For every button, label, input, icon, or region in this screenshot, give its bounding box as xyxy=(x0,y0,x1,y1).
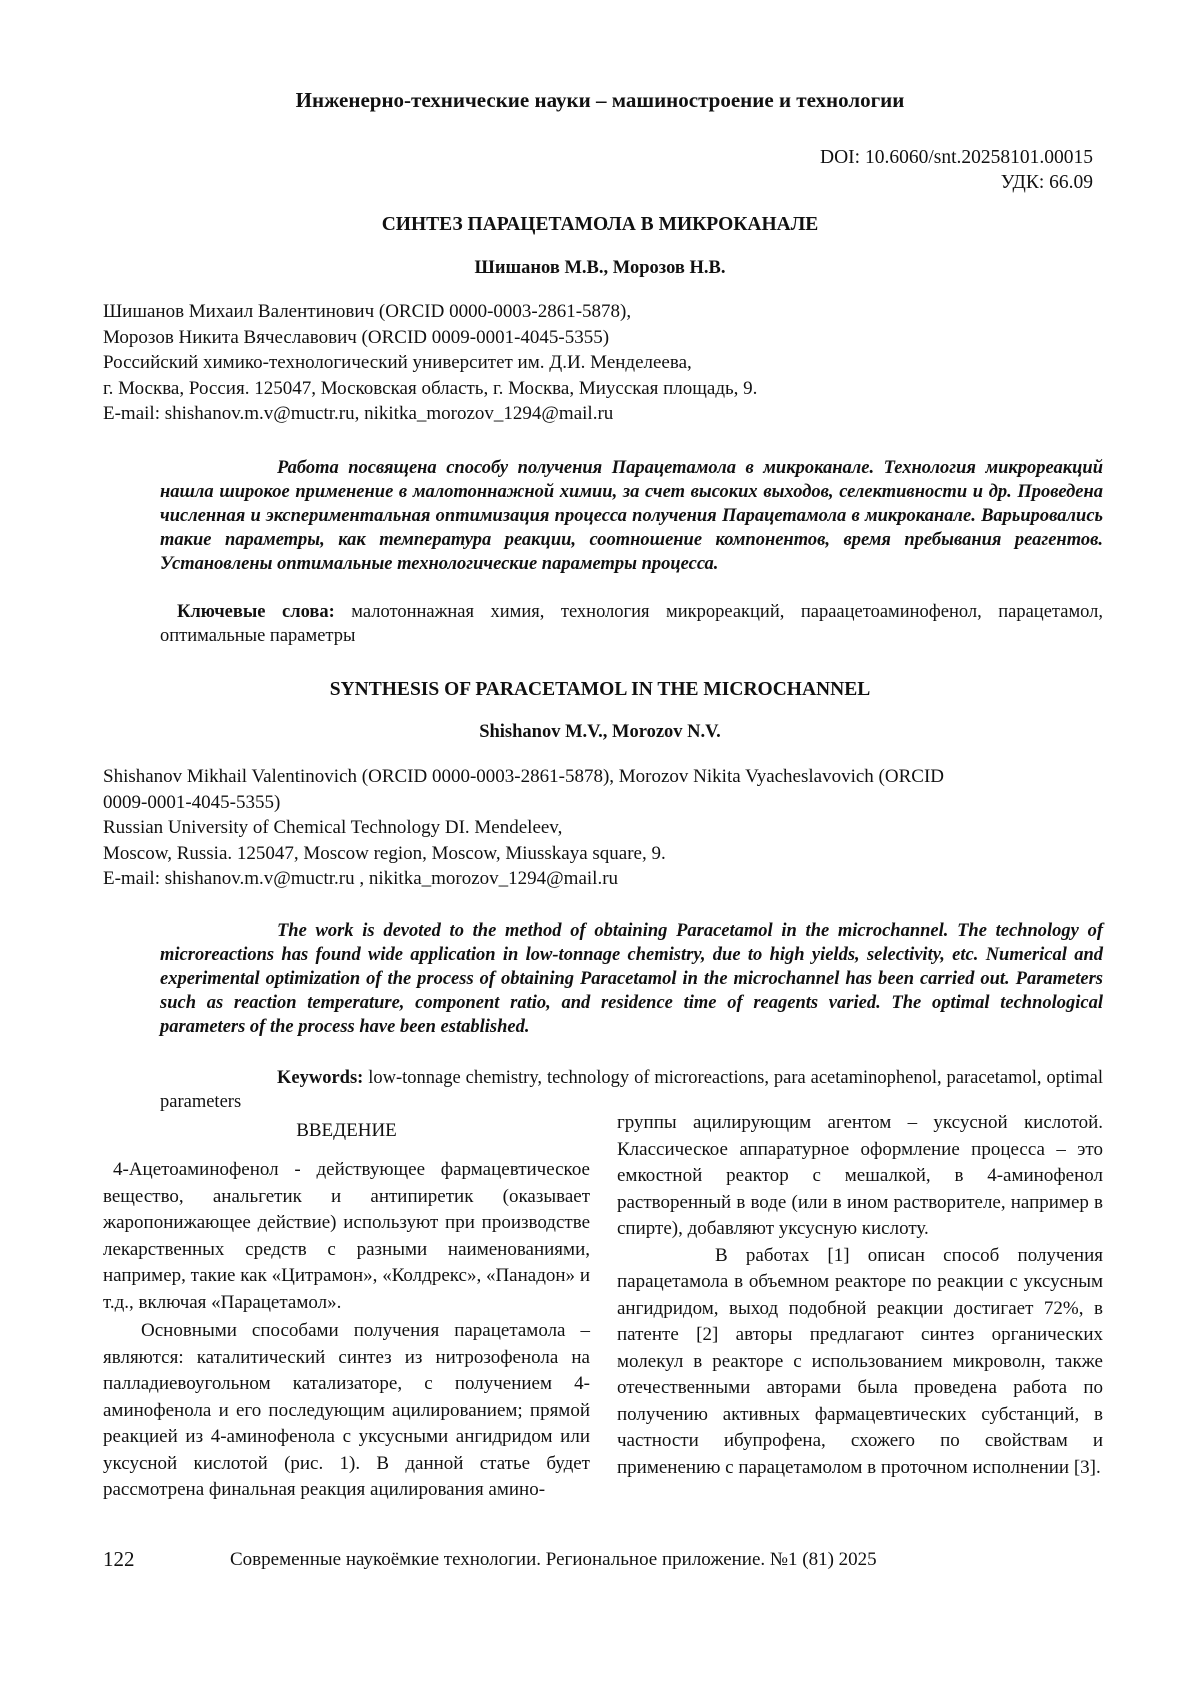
keywords-en-text: low-tonnage chemistry, technology of microreactions, para acetaminophenol, paracetamol, optimal parameters xyxy=(160,1068,1103,1112)
info-line: Морозов Никита Вячеславович (ORCID 0009-0001-4045-5355) xyxy=(103,326,610,348)
info-line: г. Москва, Россия. 125047, Московская область, г. Москва, Миусская площадь, 9. xyxy=(103,377,758,399)
abstract-ru xyxy=(160,456,1103,576)
keywords-ru xyxy=(160,600,1103,648)
body-paragraph: группы ацилирующим агентом – уксусной кислотой. Классическое аппаратурное оформление процесса – это емкостной реактор с мешалкой, в 4-аминофенол растворенный в воде (или в ином растворителе, например в спирте), добавляют уксусную кислоту. xyxy=(617,1112,1103,1239)
doi: DOI: 10.6060/snt.20258101.00015 xyxy=(820,147,1093,168)
info-line: Российский химико-технологический университет им. Д.И. Менделеева, xyxy=(103,352,692,373)
body-column-left xyxy=(103,1157,590,1504)
info-line: Шишанов Михаил Валентинович (ORCID 0000-0003-2861-5878), xyxy=(103,301,632,322)
introduction-heading: ВВЕДЕНИЕ xyxy=(296,1120,397,1141)
author-info-en xyxy=(103,764,1103,892)
info-line: Moscow, Russia. 125047, Moscow region, Moscow, Miusskaya square, 9. xyxy=(103,842,666,864)
abstract-en-text: The work is devoted to the method of obtaining Paracetamol in the microchannel. The technology of microreactions has found wide application in low-tonnage chemistry, due to high yields, selectivity, etc. Numerical and experimental optimization of the process of obtaining Paracetamol in the microchannel has been carried out. Parameters such as reaction temperature, component ratio, and residence time of reagents varied. The optimal technological parameters of the process have been established. xyxy=(160,921,1103,1037)
info-line: Russian University of Chemical Technology DI. Mendeleev, xyxy=(103,817,563,838)
info-line: 0009-0001-4045-5355) xyxy=(103,791,281,813)
keywords-ru-text: малотоннажная химия, технология микрореакций, парaацетоаминофенол, парацетамол, оптимальные параметры xyxy=(160,602,1104,646)
article-identifiers xyxy=(820,145,1093,195)
authors-ru: Шишанов М.В., Морозов Н.В. xyxy=(474,258,726,278)
article-title-en: SYNTHESIS OF PARACETAMOL IN THE MICROCHANNEL xyxy=(329,679,871,700)
article-title-ru: СИНТЕЗ ПАРАЦЕТАМОЛА В МИКРОКАНАЛЕ xyxy=(381,214,819,235)
body-paragraph: Основными способами получения парацетамола – являются: каталитический синтез из нитрозофенола на палладиевоугольном катализаторе, с получением 4-аминофенола и его последующим ацилированием; прямой реакцией из 4-аминофенола с уксусными ангидридом или уксусной кислотой (рис. 1). В данной статье будет рассмотрена финальная реакция ацилирования амино- xyxy=(103,1320,590,1500)
udk: УДК: 66.09 xyxy=(1000,172,1093,193)
keywords-ru-label: Ключевые слова: xyxy=(177,602,335,622)
keywords-en-label: Keywords: xyxy=(277,1068,364,1088)
body-paragraph: В работах [1] описан способ получения парацетамола в объемном реакторе по реакции с уксусным ангидридом, выход подобной реакции достигает 72%, в патенте [2] авторы предлагают синтез органических молекул в реакторе с использованием микроволн, также отечественными авторами была проведена работа по получению активных фармацевтических субстанций, в частности ибупрофена, схожего по свойствам и применению с парацетамолом в проточном исполнении [3]. xyxy=(617,1244,1103,1478)
page-number: 122 xyxy=(103,1547,135,1571)
body-paragraph: 4-Ацетоаминофенол - действующее фармацевтическое вещество, анальгетик и антипиретик (оказывает жаропонижающее действие) используют при производстве лекарственных средств с разными наименованиями, например, такие как «Цитрамон», «Колдрекс», «Панадон» и т.д., включая «Парацетамол». xyxy=(103,1159,590,1313)
author-info-ru xyxy=(103,299,1103,427)
abstract-en xyxy=(160,919,1103,1039)
info-line: Shishanov Mikhail Valentinovich (ORCID 0000-0003-2861-5878), Morozov Nikita Vyacheslavovich (ORCID xyxy=(103,766,945,787)
keywords-en xyxy=(160,1066,1103,1114)
journal-footer: Современные наукоёмкие технологии. Региональное приложение. №1 (81) 2025 xyxy=(230,1549,877,1570)
body-column-right xyxy=(617,1110,1103,1481)
authors-en: Shishanov M.V., Morozov N.V. xyxy=(479,722,721,742)
email-line: E-mail: shishanov.m.v@muctr.ru, nikitka_morozov_1294@mail.ru xyxy=(103,403,614,424)
section-title: Инженерно-технические науки – машиностроение и технологии xyxy=(295,88,905,112)
abstract-ru-text: Работа посвящена способу получения Парацетамола в микроканале. Технология микрореакций нашла широкое применение в малотоннажной химии, за счет высоких выходов, селективности и др. Проведена численная и экспериментальная оптимизация процесса получения Парацетамола в микроканале. Варьировались такие параметры, как температура реакции, соотношение компонентов, время пребывания реагентов. Установлены оптимальные технологические параметры процесса. xyxy=(160,458,1103,574)
email-line: E-mail: shishanov.m.v@muctr.ru , nikitka_morozov_1294@mail.ru xyxy=(103,868,619,889)
